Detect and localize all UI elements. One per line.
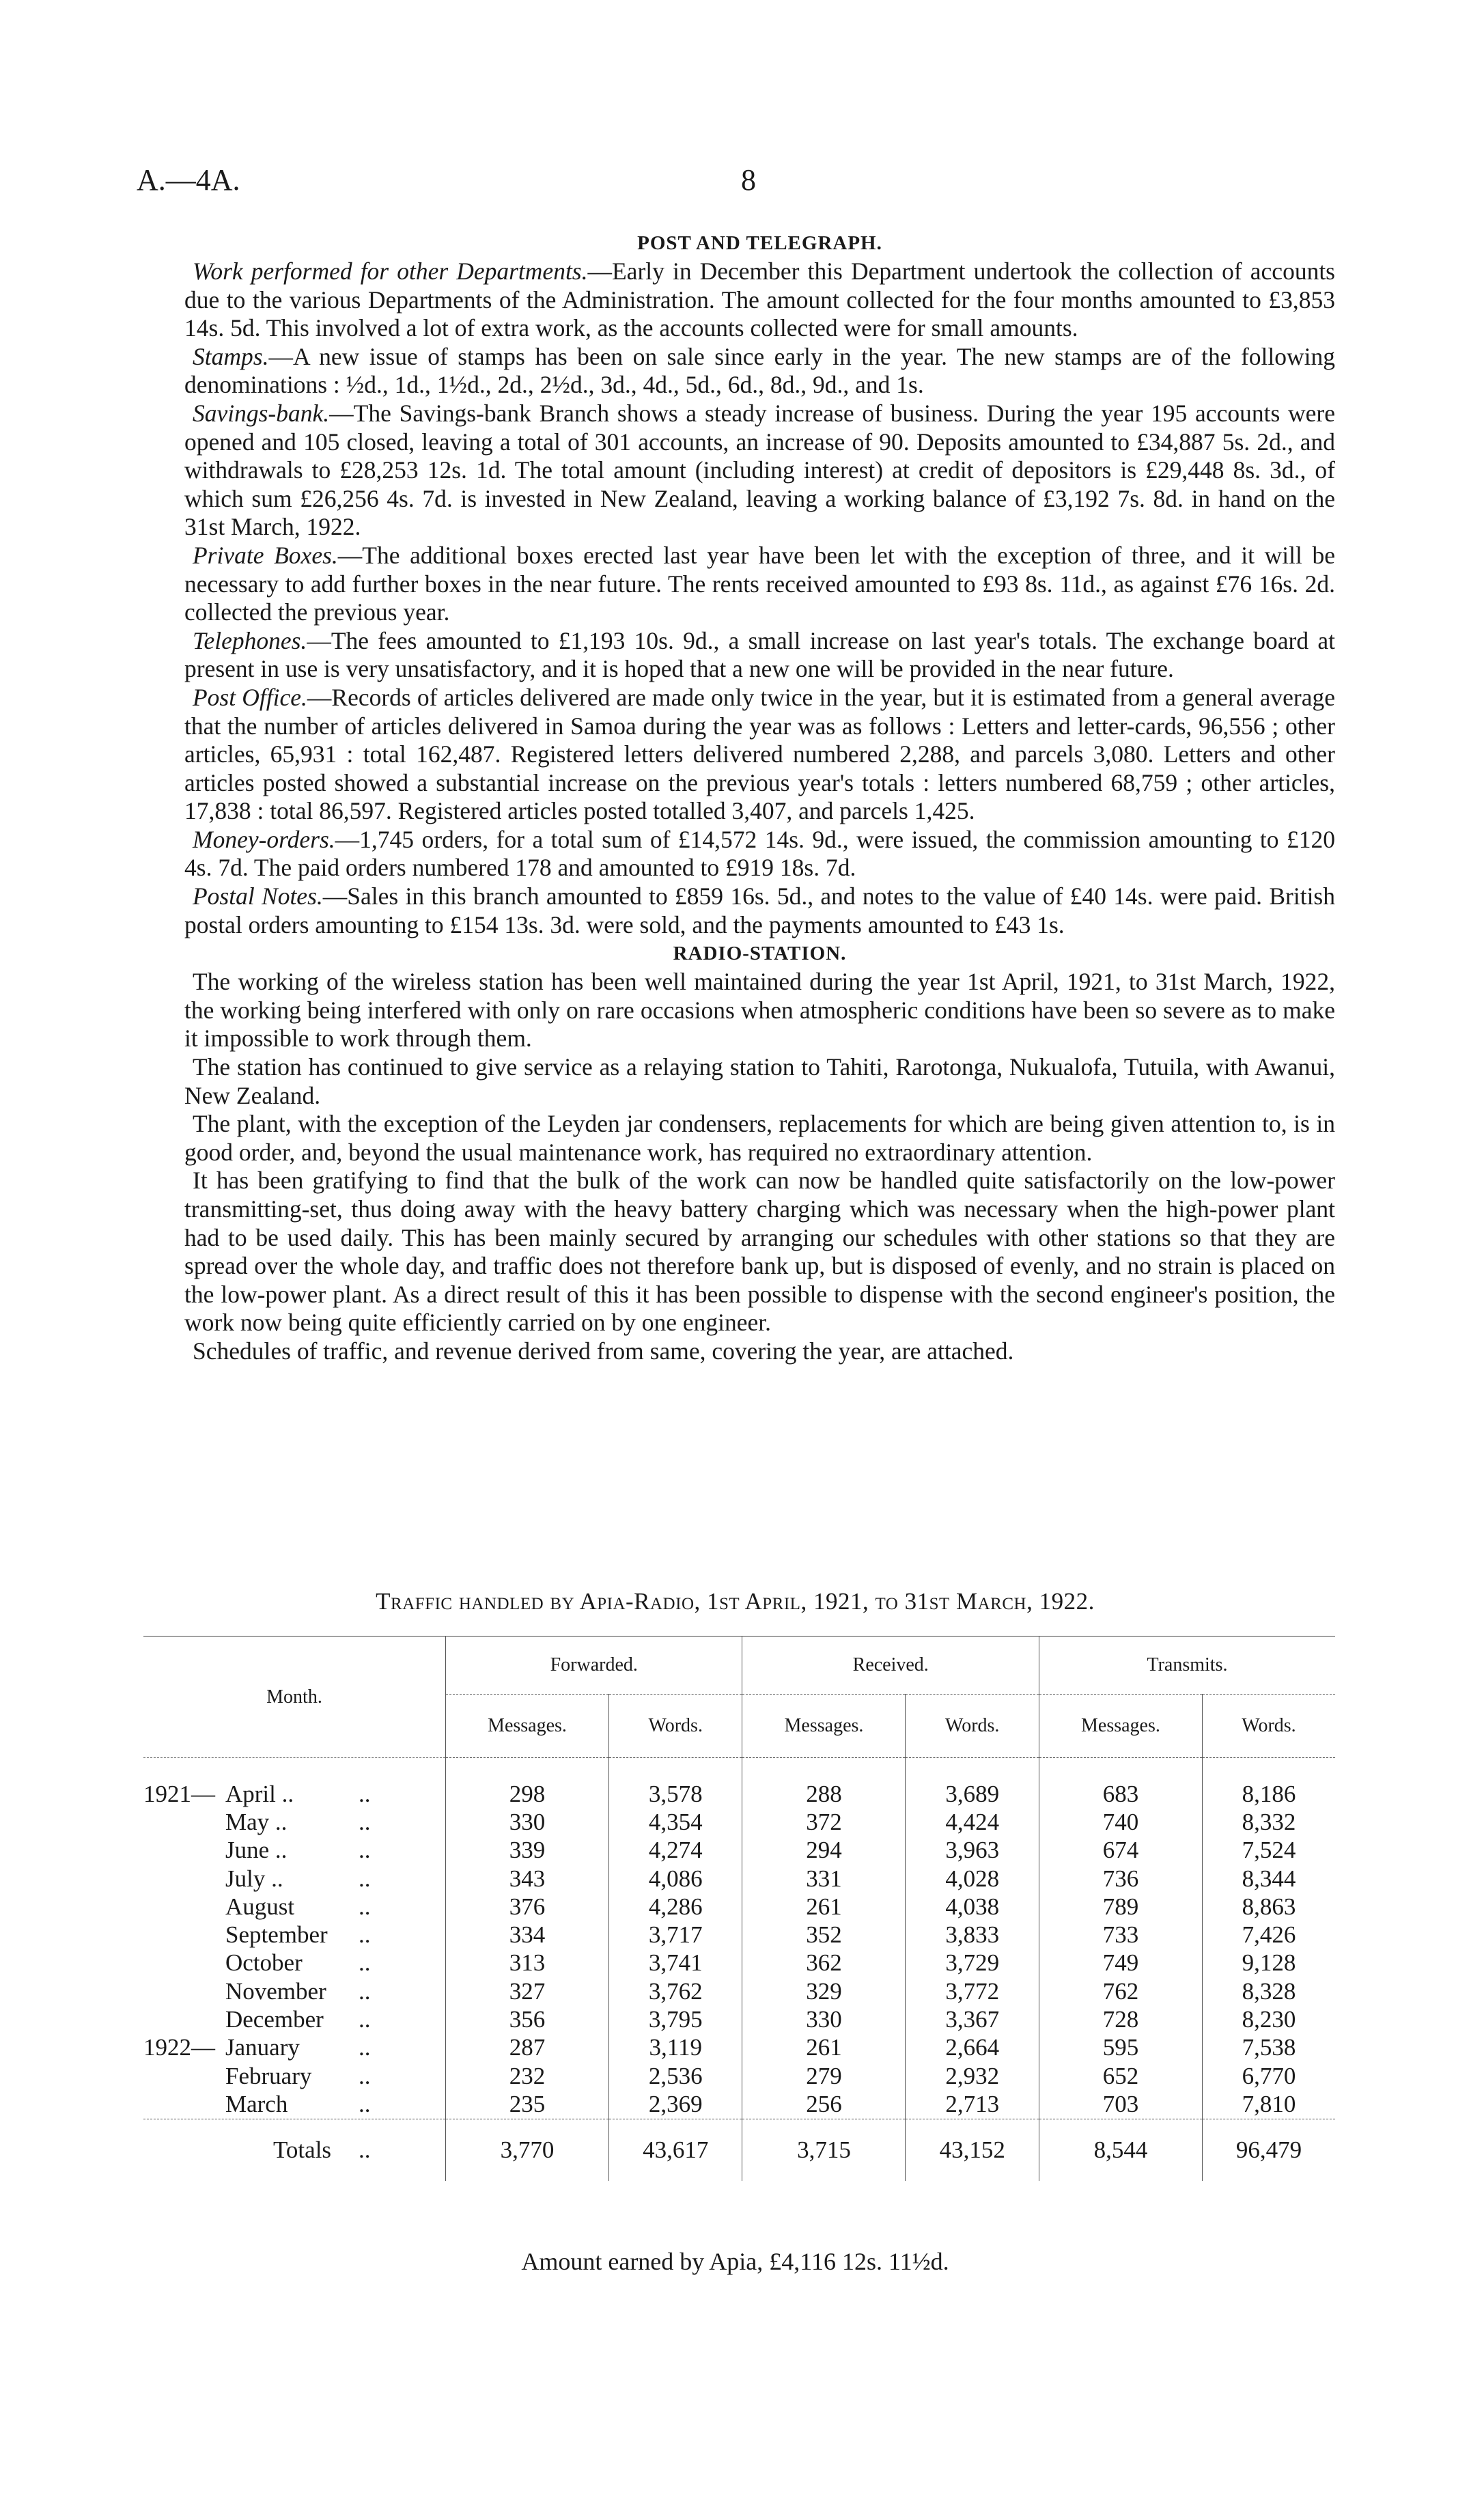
paragraph-radio-plant: The plant, with the exception of the Leyden jar condensers, replacements for which are being given attention to, is in good order, and, beyond the usual maintenance work, has required no extraordinary attention. bbox=[184, 1110, 1335, 1166]
month-cell bbox=[143, 1758, 446, 1809]
month-cell bbox=[143, 2062, 446, 2090]
table-cell: 3,795 bbox=[608, 2005, 742, 2033]
totals-cell: 43,152 bbox=[906, 2119, 1039, 2181]
table-cell: 313 bbox=[446, 1949, 609, 1977]
paragraph-lead: Telephones. bbox=[193, 626, 307, 654]
month-label: December bbox=[225, 2006, 324, 2033]
table-cell: 261 bbox=[742, 1893, 906, 1921]
leader-dots: .. bbox=[359, 1949, 371, 1977]
page-number: 8 bbox=[741, 163, 756, 197]
month-cell bbox=[143, 1837, 446, 1865]
leader-dots: .. bbox=[359, 2136, 371, 2163]
section-title-radio-station: RADIO-STATION. bbox=[673, 943, 847, 965]
table-row bbox=[143, 1977, 1335, 2005]
month-cell bbox=[143, 1893, 446, 1921]
body-text bbox=[184, 229, 1335, 1366]
paragraph-radio-schedules: Schedules of traffic, and revenue derived from same, covering the year, are attached. bbox=[193, 1337, 1014, 1365]
table-cell: 4,286 bbox=[608, 1893, 742, 1921]
leader-dots: .. bbox=[359, 1921, 371, 1949]
paragraph-lead: Post Office. bbox=[193, 683, 307, 711]
totals-cell: 43,617 bbox=[608, 2119, 742, 2181]
table-cell: 595 bbox=[1039, 2034, 1202, 2062]
forwarded-messages-header: Messages. bbox=[446, 1695, 609, 1758]
table-row bbox=[143, 2090, 1335, 2119]
paragraph-lead: Savings-bank. bbox=[193, 399, 330, 427]
month-cell bbox=[143, 1808, 446, 1836]
table-cell: 9,128 bbox=[1202, 1949, 1335, 1977]
totals-cell: 3,770 bbox=[446, 2119, 609, 2181]
table-cell: 334 bbox=[446, 1921, 609, 1949]
paragraph-radio-relaying: The station has continued to give service as a relaying station to Tahiti, Rarotonga, Nukualofa, Tutuila, with Awanui, New Zealand. bbox=[184, 1053, 1335, 1109]
table-cell: 362 bbox=[742, 1949, 906, 1977]
leader-dots: .. bbox=[359, 2034, 371, 2061]
table-row bbox=[143, 1758, 1335, 1809]
table-cell: 339 bbox=[446, 1837, 609, 1865]
table-cell: 352 bbox=[742, 1921, 906, 1949]
month-label: May .. bbox=[225, 1808, 288, 1835]
table-cell: 736 bbox=[1039, 1865, 1202, 1893]
table-cell: 3,119 bbox=[608, 2034, 742, 2062]
table-cell: 7,426 bbox=[1202, 1921, 1335, 1949]
table-cell: 294 bbox=[742, 1837, 906, 1865]
table-cell: 3,963 bbox=[906, 1837, 1039, 1865]
leader-dots: .. bbox=[359, 1808, 371, 1835]
table-cell: 3,578 bbox=[608, 1758, 742, 1809]
running-head bbox=[137, 163, 1334, 204]
table-cell: 789 bbox=[1039, 1893, 1202, 1921]
leader-dots: .. bbox=[359, 1893, 371, 1920]
paragraph-text: —Sales in this branch amounted to £859 16s. 5d., and notes to the value of £40 14s. were paid. British postal orders amounting to £154 13s. 3d. were sold, and the payments amounted to £43 1s. bbox=[184, 882, 1335, 938]
paragraph-text: —The additional boxes erected last year have been let with the exception of three, and it will be necessary to add further boxes in the near future. The rents received amounted to £93 8s. 11d., as against £76 16s. 2d. collected the previous year. bbox=[184, 541, 1335, 626]
table-cell: 4,354 bbox=[608, 1808, 742, 1836]
month-label: April .. bbox=[225, 1780, 294, 1807]
table-cell: 8,328 bbox=[1202, 1977, 1335, 2005]
table-cell: 298 bbox=[446, 1758, 609, 1809]
table-cell: 683 bbox=[1039, 1758, 1202, 1809]
table-cell: 728 bbox=[1039, 2005, 1202, 2033]
totals-cell: 96,479 bbox=[1202, 2119, 1335, 2181]
table-row bbox=[143, 2034, 1335, 2062]
table-cell: 356 bbox=[446, 2005, 609, 2033]
totals-label: Totals bbox=[273, 2136, 332, 2163]
table-cell: 2,664 bbox=[906, 2034, 1039, 2062]
table-cell: 2,369 bbox=[608, 2090, 742, 2119]
table-cell: 2,536 bbox=[608, 2062, 742, 2090]
paragraph-radio-working: The working of the wireless station has been well maintained during the year 1st April, 1921, to 31st March, 1922, the working being interfered with only on rare occasions when atmospheric conditions have been so severe as to make it impossible to work through them. bbox=[184, 968, 1335, 1053]
forwarded-words-header: Words. bbox=[608, 1695, 742, 1758]
paragraph-stamps bbox=[184, 343, 1335, 400]
table-cell: 8,344 bbox=[1202, 1865, 1335, 1893]
forwarded-header: Forwarded. bbox=[446, 1637, 742, 1695]
paragraph-telephones bbox=[184, 627, 1335, 684]
table-cell: 8,230 bbox=[1202, 2005, 1335, 2033]
document-reference: A.—4A. bbox=[137, 163, 240, 197]
table-cell: 330 bbox=[742, 2005, 906, 2033]
month-label: March bbox=[225, 2090, 288, 2117]
table-caption: Traffic handled by Apia-Radio, 1st April, 1921, to 31st March, 1922. bbox=[376, 1588, 1095, 1615]
paragraph-text: —The fees amounted to £1,193 10s. 9d., a small increase on last year's totals. The exchange board at present in use is very unsatisfactory, and it is hoped that a new one will be provided in the near future. bbox=[184, 626, 1335, 683]
table-cell: 652 bbox=[1039, 2062, 1202, 2090]
table-cell: 4,274 bbox=[608, 1837, 742, 1865]
table-cell: 7,810 bbox=[1202, 2090, 1335, 2119]
traffic-table-body bbox=[143, 1758, 1335, 2181]
section-title-post-telegraph: POST AND TELEGRAPH. bbox=[637, 232, 882, 254]
paragraph-radio-low-power: It has been gratifying to find that the bulk of the work can now be handled quite satisfactorily on the low-power transmitting-set, thus doing away with the heavy battery charging which was necessary when the high-power plant had to be used daily. This has been mainly secured by arranging our schedules with other stations so that they are spread over the whole day, and traffic does not therefore bank up, but is disposed of evenly, and no strain is placed on the low-power plant. As a direct result of this it has been possible to dispense with the second engineer's position, the work now being quite efficiently carried on by one engineer. bbox=[184, 1167, 1335, 1337]
amount-earned: Amount earned by Apia, £4,116 12s. 11½d. bbox=[521, 2248, 949, 2275]
table-cell: 2,713 bbox=[906, 2090, 1039, 2119]
totals-cell: 8,544 bbox=[1039, 2119, 1202, 2181]
transmits-words-header: Words. bbox=[1202, 1695, 1335, 1758]
table-cell: 376 bbox=[446, 1893, 609, 1921]
table-row bbox=[143, 1808, 1335, 1836]
received-words-header: Words. bbox=[906, 1695, 1039, 1758]
table-row bbox=[143, 1949, 1335, 1977]
table-cell: 733 bbox=[1039, 1921, 1202, 1949]
month-label: September bbox=[225, 1921, 328, 1949]
table-cell: 3,833 bbox=[906, 1921, 1039, 1949]
table-cell: 2,932 bbox=[906, 2062, 1039, 2090]
totals-label-cell bbox=[143, 2119, 446, 2181]
table-cell: 8,332 bbox=[1202, 1808, 1335, 1836]
table-cell: 8,863 bbox=[1202, 1893, 1335, 1921]
received-header: Received. bbox=[742, 1637, 1039, 1695]
paragraph-text: —1,745 orders, for a total sum of £14,572 14s. 9d., were issued, the commission amounting to £120 4s. 7d. The paid orders numbered 178 and amounted to £919 18s. 7d. bbox=[184, 825, 1335, 882]
paragraph-lead: Stamps. bbox=[193, 342, 269, 370]
month-label: February bbox=[225, 2062, 312, 2089]
paragraph-private-boxes bbox=[184, 542, 1335, 627]
month-label: November bbox=[225, 1977, 326, 2005]
totals-cell: 3,715 bbox=[742, 2119, 906, 2181]
paragraph-text: —Records of articles delivered are made only twice in the year, but it is estimated from a general average that the number of articles delivered in Samoa during the year was as follows : Letters and letter-cards, 96,556 ; other articles, 65,931 : total 162,487. Registered letters delivered numbered 2,288, and parcels 3,080. Letters and other articles posted showed a substantial increase on the previous year's totals : letters numbered 68,759 ; other articles, 17,838 : total 86,597. Registered articles posted totalled 3,407, and parcels 1,425. bbox=[184, 683, 1335, 825]
leader-dots: .. bbox=[359, 1865, 371, 1892]
table-row bbox=[143, 1837, 1335, 1865]
table-cell: 3,741 bbox=[608, 1949, 742, 1977]
table-cell: 3,729 bbox=[906, 1949, 1039, 1977]
table-cell: 8,186 bbox=[1202, 1758, 1335, 1809]
month-label: January bbox=[225, 2034, 300, 2061]
table-cell: 232 bbox=[446, 2062, 609, 2090]
year-label: 1921— bbox=[143, 1780, 215, 1807]
table-cell: 7,538 bbox=[1202, 2034, 1335, 2062]
paragraph-lead: Postal Notes. bbox=[193, 882, 323, 910]
table-cell: 288 bbox=[742, 1758, 906, 1809]
table-row bbox=[143, 2062, 1335, 2090]
paragraph-text: —A new issue of stamps has been on sale since early in the year. The new stamps are of the following denominations : ½d., 1d., 1½d., 2d., 2½d., 3d., 4d., 5d., 6d., 8d., 9d., and 1s. bbox=[184, 342, 1335, 399]
table-cell: 279 bbox=[742, 2062, 906, 2090]
table-cell: 3,772 bbox=[906, 1977, 1039, 2005]
table-cell: 740 bbox=[1039, 1808, 1202, 1836]
table-row bbox=[143, 2005, 1335, 2033]
paragraph-lead: Work performed for other Departments. bbox=[193, 257, 588, 285]
table-cell: 4,028 bbox=[906, 1865, 1039, 1893]
table-cell: 762 bbox=[1039, 1977, 1202, 2005]
paragraph-lead: Money-orders. bbox=[193, 825, 335, 853]
transmits-header: Transmits. bbox=[1039, 1637, 1335, 1695]
leader-dots: .. bbox=[359, 1977, 371, 2005]
received-messages-header: Messages. bbox=[742, 1695, 906, 1758]
table-cell: 749 bbox=[1039, 1949, 1202, 1977]
month-cell bbox=[143, 2090, 446, 2119]
month-label: August bbox=[225, 1893, 295, 1920]
leader-dots: .. bbox=[359, 1837, 371, 1864]
table-cell: 3,762 bbox=[608, 1977, 742, 2005]
paragraph-text: —Early in December this Department undertook the collection of accounts due to the various Departments of the Administration. The amount collected for the four months amounted to £3,853 14s. 5d. This involved a lot of extra work, as the accounts collected were for small amounts. bbox=[184, 257, 1335, 342]
table-cell: 256 bbox=[742, 2090, 906, 2119]
paragraph-lead: Private Boxes. bbox=[193, 541, 338, 569]
table-cell: 372 bbox=[742, 1808, 906, 1836]
month-cell bbox=[143, 1977, 446, 2005]
table-cell: 4,038 bbox=[906, 1893, 1039, 1921]
table-cell: 3,717 bbox=[608, 1921, 742, 1949]
table-cell: 703 bbox=[1039, 2090, 1202, 2119]
table-cell: 331 bbox=[742, 1865, 906, 1893]
table-row bbox=[143, 1893, 1335, 1921]
table-cell: 4,086 bbox=[608, 1865, 742, 1893]
traffic-table bbox=[143, 1636, 1335, 2181]
table-cell: 261 bbox=[742, 2034, 906, 2062]
leader-dots: .. bbox=[359, 2090, 371, 2117]
totals-row bbox=[143, 2119, 1335, 2181]
paragraph-savings-bank bbox=[184, 400, 1335, 542]
leader-dots: .. bbox=[359, 1780, 371, 1807]
transmits-messages-header: Messages. bbox=[1039, 1695, 1202, 1758]
leader-dots: .. bbox=[359, 2006, 371, 2033]
month-cell bbox=[143, 1921, 446, 1949]
table-cell: 4,424 bbox=[906, 1808, 1039, 1836]
table-cell: 3,367 bbox=[906, 2005, 1039, 2033]
table-row bbox=[143, 1865, 1335, 1893]
table-cell: 327 bbox=[446, 1977, 609, 2005]
month-cell bbox=[143, 2005, 446, 2033]
paragraph-money-orders bbox=[184, 826, 1335, 882]
table-cell: 7,524 bbox=[1202, 1837, 1335, 1865]
table-cell: 343 bbox=[446, 1865, 609, 1893]
leader-dots: .. bbox=[359, 2062, 371, 2089]
table-cell: 6,770 bbox=[1202, 2062, 1335, 2090]
month-header: Month. bbox=[143, 1637, 446, 1758]
month-label: June .. bbox=[225, 1837, 288, 1864]
paragraph-work-performed bbox=[184, 257, 1335, 343]
year-label: 1922— bbox=[143, 2034, 215, 2061]
paragraph-text: —The Savings-bank Branch shows a steady increase of business. During the year 195 accounts were opened and 105 closed, leaving a total of 301 accounts, an increase of 90. Deposits amounted to £34,887 5s. 2d., and withdrawals to £28,253 12s. 1d. The total amount (including interest) at credit of depositors is £29,448 8s. 3d., of which sum £26,256 4s. 7d. is invested in New Zealand, leaving a working balance of £3,192 7s. 8d. in hand on the 31st March, 1922. bbox=[184, 399, 1335, 541]
table-cell: 287 bbox=[446, 2034, 609, 2062]
table-cell: 235 bbox=[446, 2090, 609, 2119]
month-cell bbox=[143, 1865, 446, 1893]
paragraph-postal-notes bbox=[184, 882, 1335, 939]
month-label: October bbox=[225, 1949, 303, 1977]
table-cell: 330 bbox=[446, 1808, 609, 1836]
table-cell: 329 bbox=[742, 1977, 906, 2005]
table-cell: 3,689 bbox=[906, 1758, 1039, 1809]
month-cell bbox=[143, 2034, 446, 2062]
month-cell bbox=[143, 1949, 446, 1977]
table-row bbox=[143, 1921, 1335, 1949]
table-cell: 674 bbox=[1039, 1837, 1202, 1865]
month-label: July .. bbox=[225, 1865, 283, 1892]
paragraph-post-office bbox=[184, 684, 1335, 826]
